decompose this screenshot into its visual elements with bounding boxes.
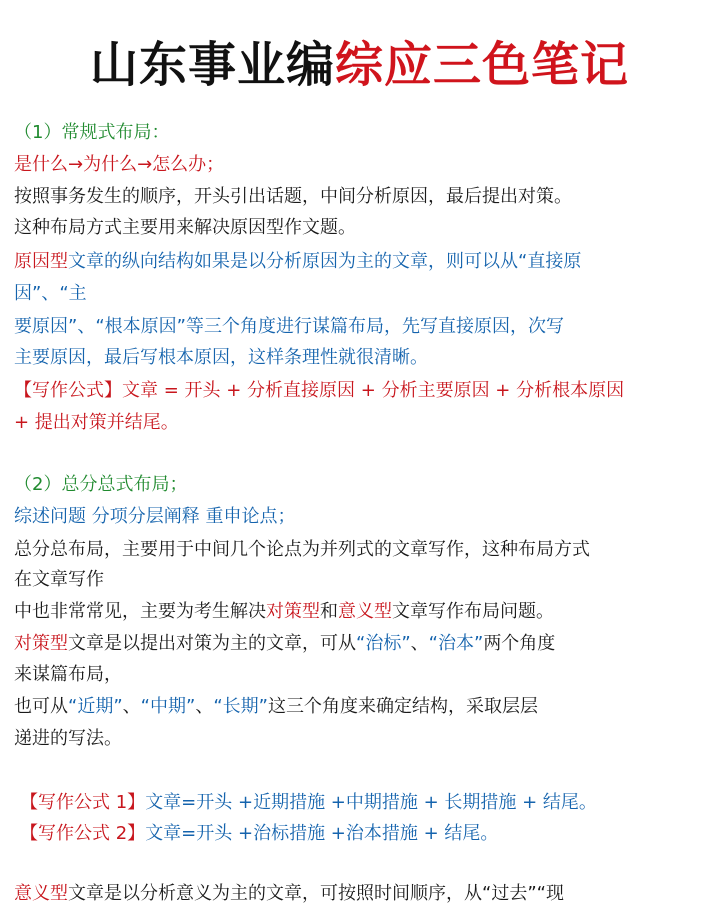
section2-para3-text2: 和 (320, 601, 338, 622)
section1-formula-line1: 【写作公式】文章 = 开头 + 分析直接原因 + 分析主要原因 + 分析根本原因 (14, 380, 625, 401)
section2-para7: 递进的写法。 (14, 728, 122, 749)
section2-heading: （2）总分总式布局； (14, 474, 188, 495)
section2-para6-sep2: 、 (195, 696, 214, 717)
section3-para1 (14, 880, 564, 908)
keyword-countermeasure-type: 对策型 (266, 601, 320, 622)
title-part-red: 综应三色笔记 (335, 37, 630, 93)
section2-para6-sep1: 、 (122, 696, 141, 717)
section2-para6 (14, 693, 538, 721)
keyword-significance-type: 意义型 (338, 601, 392, 622)
section2-formula1 (20, 789, 597, 817)
section2-para3-text1: 中也非常常见，主要为考生解决 (14, 601, 266, 622)
formula2-text: 文章=开头 +治标措施 +治本措施 + 结尾。 (145, 823, 499, 844)
section1-para3-text: 文章的纵向结构如果是以分析原因为主的文章，则可以从“直接原 (68, 251, 582, 272)
section2-para1: 总分总布局，主要用于中间几个论点为并列式的文章写作，这种布局方式 (14, 539, 590, 560)
section2-para6-text1: 也可从 (14, 696, 68, 717)
section1-heading: （1）常规式布局： (14, 122, 170, 143)
section2-para3 (14, 598, 554, 626)
section1-formula-line2: + 提出对策并结尾。 (14, 412, 179, 433)
section3-para1-text: 文章是以分析意义为主的文章，可按照时间顺序，从“过去”“现 (68, 883, 564, 904)
formula2-label: 【写作公式 2】 (20, 823, 146, 844)
keyword-root: “治本” (428, 633, 484, 654)
keyword-short-term: “近期” (68, 696, 123, 717)
section1-para5: 要原因”、“根本原因”等三个角度进行谋篇布局，先写直接原因，次写 (14, 316, 564, 337)
formula1-text: 文章=开头 +近期措施 +中期措施 + 长期措施 + 结尾。 (145, 792, 597, 813)
keyword-long-term: “长期” (213, 696, 268, 717)
section2-para2: 在文章写作 (14, 569, 104, 590)
section2-para4-sep: 、 (410, 633, 429, 654)
section1-subtitle: 是什么→为什么→怎么办； (14, 154, 225, 175)
section2-subtitle: 综述问题 分项分层阐释 重申论点； (14, 506, 296, 527)
section2-formula2 (20, 820, 498, 848)
section1-para4: 因”、“主 (14, 283, 87, 304)
page-title (0, 34, 719, 96)
title-part-black: 山东事业编 (89, 37, 335, 93)
keyword-cause-type: 原因型 (14, 251, 68, 272)
section2-para4-text1: 文章是以提出对策为主的文章，可从 (68, 633, 356, 654)
section2-para5: 来谋篇布局， (14, 664, 122, 685)
section2-para4 (14, 630, 555, 658)
section2-para3-text3: 文章写作布局问题。 (392, 601, 554, 622)
keyword-mid-term: “中期” (140, 696, 196, 717)
section1-para1: 按照事务发生的顺序，开头引出话题，中间分析原因，最后提出对策。 (14, 186, 572, 207)
formula1-label: 【写作公式 1】 (20, 792, 146, 813)
keyword-symptom: “治标” (356, 633, 411, 654)
section2-para4-text2: 两个角度 (483, 633, 556, 654)
section1-para6: 主要原因，最后写根本原因，这样条理性就很清晰。 (14, 347, 428, 368)
section2-para6-text2: 这三个角度来确定结构，采取层层 (267, 696, 538, 717)
keyword-countermeasure-type-2: 对策型 (14, 633, 68, 654)
keyword-significance-type-2: 意义型 (14, 883, 68, 904)
section1-para2: 这种布局方式主要用来解决原因型作文题。 (14, 217, 356, 238)
section1-para3 (14, 248, 581, 276)
